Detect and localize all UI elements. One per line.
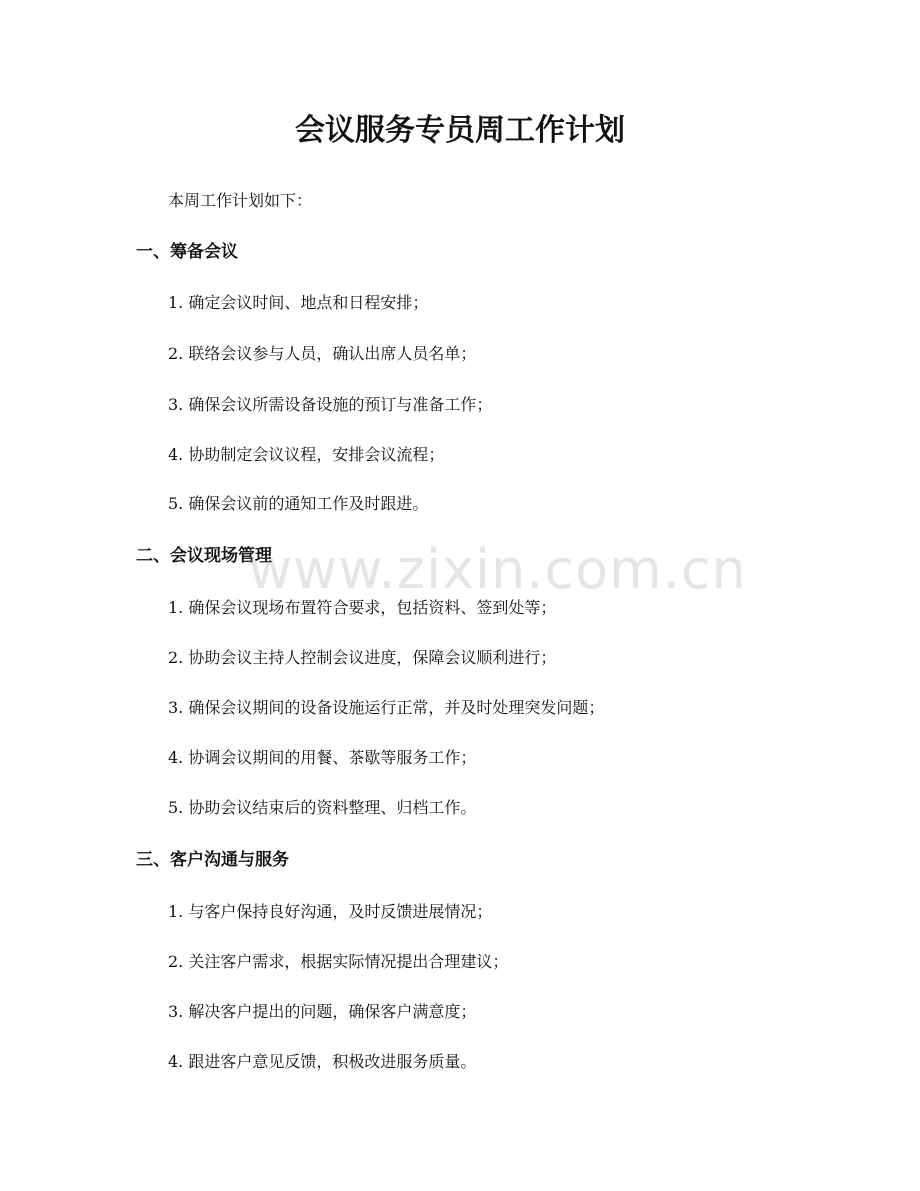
section-heading: 一、筹备会议: [136, 242, 238, 262]
list-item: 2. 联络会议参与人员，确认出席人员名单；: [168, 344, 477, 363]
list-item: 4. 跟进客户意见反馈，积极改进服务质量。: [168, 1052, 477, 1071]
list-item: 5. 确保会议前的通知工作及时跟进。: [168, 494, 429, 513]
intro-text: 本周工作计划如下：: [168, 191, 313, 210]
list-item: 1. 确保会议现场布置符合要求，包括资料、签到处等；: [168, 598, 557, 617]
list-item: 4. 协助制定会议议程，安排会议流程；: [168, 445, 445, 464]
list-item: 4. 协调会议期间的用餐、茶歇等服务工作；: [168, 748, 477, 767]
list-item: 2. 协助会议主持人控制会议进度，保障会议顺利进行；: [168, 648, 557, 667]
list-item: 1. 确定会议时间、地点和日程安排；: [168, 293, 429, 312]
list-item: 3. 确保会议所需设备设施的预订与准备工作；: [168, 395, 493, 414]
list-item: 3. 解决客户提出的问题，确保客户满意度；: [168, 1002, 477, 1021]
list-item: 2. 关注客户需求，根据实际情况提出合理建议；: [168, 952, 509, 971]
list-item: 3. 确保会议期间的设备设施运行正常，并及时处理突发问题；: [168, 698, 605, 717]
watermark-text: www.zixin.com.cn: [248, 538, 747, 601]
section-heading: 二、会议现场管理: [136, 546, 272, 566]
list-item: 5. 协助会议结束后的资料整理、归档工作。: [168, 798, 477, 817]
list-item: 1. 与客户保持良好沟通，及时反馈进展情况；: [168, 902, 493, 921]
document-title: 会议服务专员周工作计划: [295, 113, 625, 148]
section-heading: 三、客户沟通与服务: [136, 850, 289, 870]
